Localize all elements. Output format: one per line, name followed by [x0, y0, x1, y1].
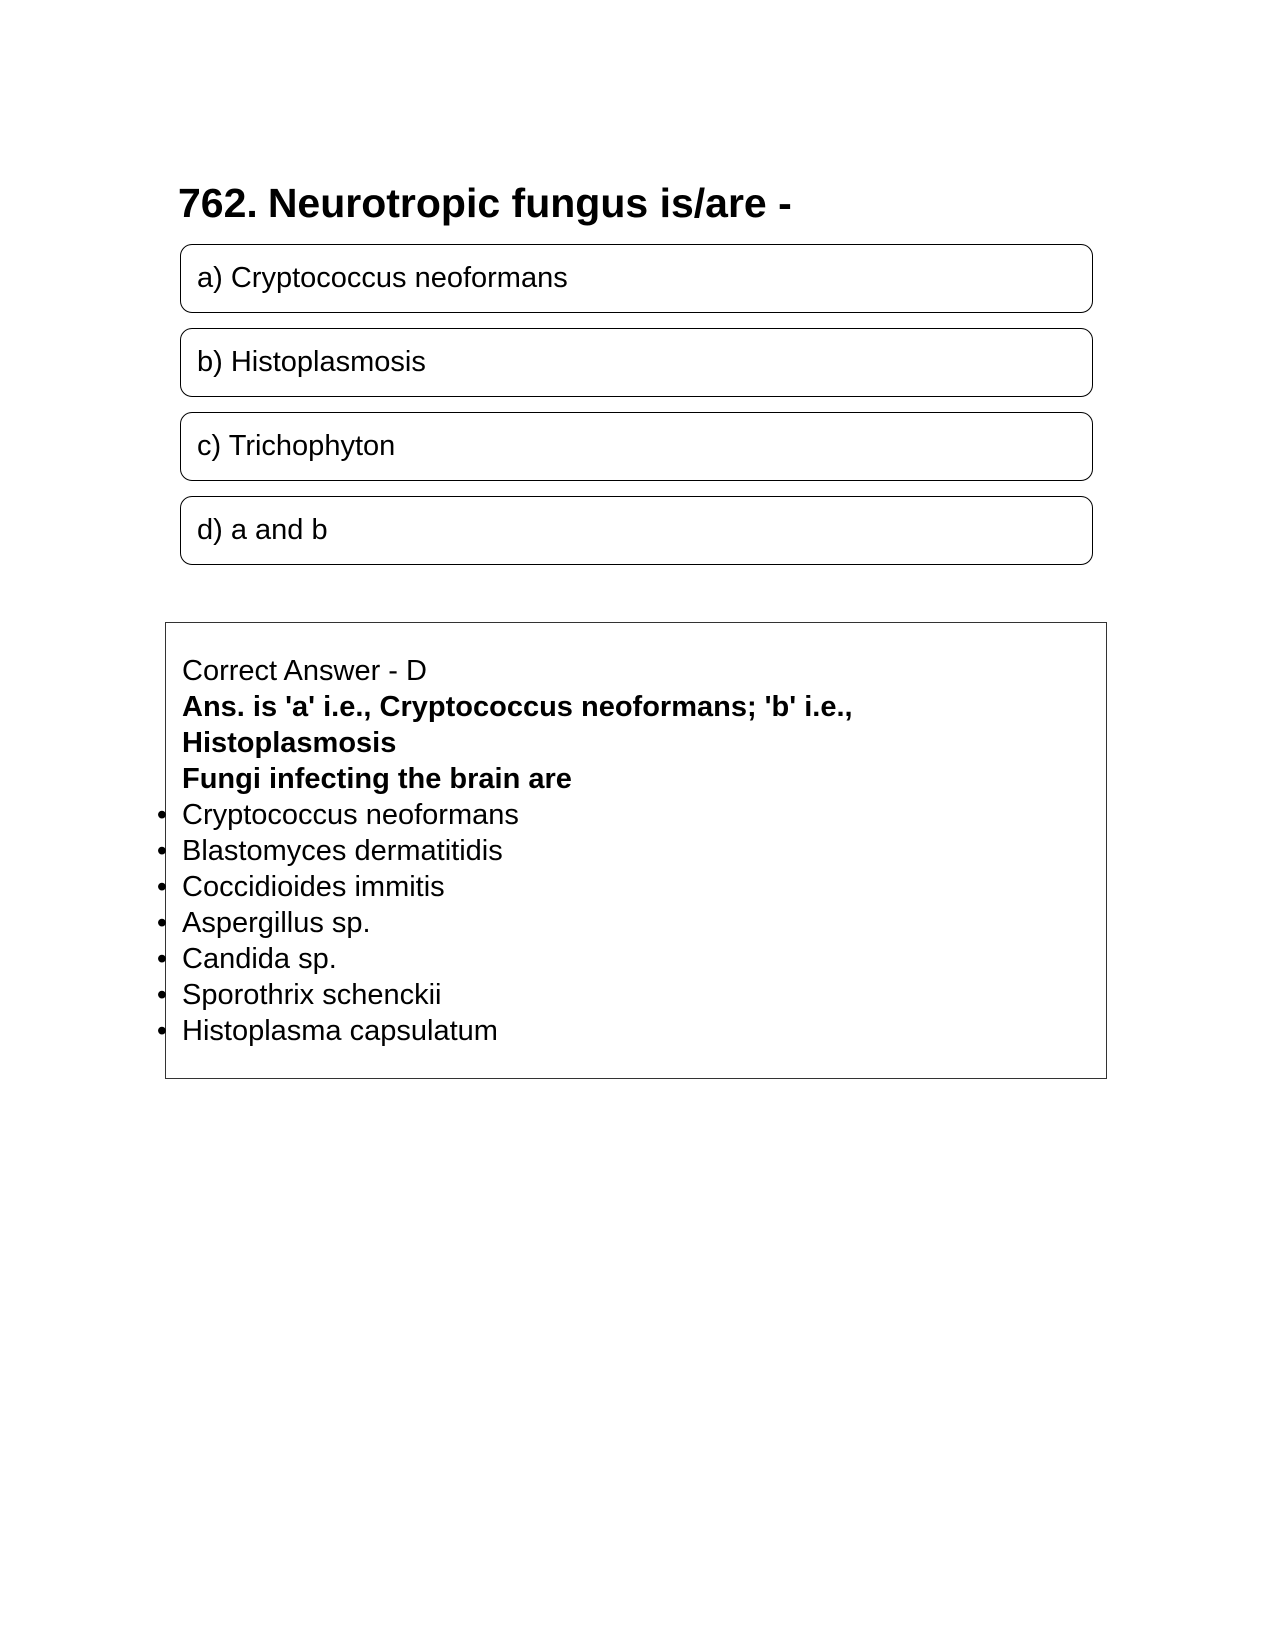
list-item	[156, 1013, 1090, 1049]
list-item	[156, 869, 1090, 905]
explanation-line-2: Histoplasmosis	[182, 727, 397, 759]
list-item-text: Histoplasma capsulatum	[182, 1015, 498, 1047]
list-item	[156, 905, 1090, 941]
answer-box	[156, 622, 1107, 1079]
options-list	[180, 244, 1093, 580]
list-item	[156, 833, 1090, 869]
question-number: 762.	[178, 180, 258, 226]
explanation-line-1: Ans. is 'a' i.e., Cryptococcus neoformans; 'b' i.e.,	[182, 691, 853, 723]
option-a[interactable]: a) Cryptococcus neoformans	[180, 244, 1093, 313]
list-item-text: Aspergillus sp.	[182, 907, 371, 939]
option-c[interactable]: c) Trichophyton	[180, 412, 1093, 481]
list-item-text: Blastomyces dermatitidis	[182, 835, 503, 867]
list-heading: Fungi infecting the brain are	[182, 763, 572, 795]
list-item	[156, 941, 1090, 977]
bullet-icon: •	[156, 907, 168, 939]
bullet-icon: •	[156, 979, 168, 1011]
list-item	[156, 797, 1090, 833]
question-text: Neurotropic fungus is/are -	[267, 180, 792, 226]
bullet-icon: •	[156, 1015, 168, 1047]
list-item-text: Coccidioides immitis	[182, 871, 445, 903]
option-d[interactable]: d) a and b	[180, 496, 1093, 565]
bullet-icon: •	[156, 835, 168, 867]
correct-answer: Correct Answer - D	[182, 655, 427, 687]
bullet-icon: •	[156, 943, 168, 975]
bullet-icon: •	[156, 799, 168, 831]
question-title	[178, 178, 792, 228]
fungi-list	[156, 797, 1090, 1049]
list-item-text: Sporothrix schenckii	[182, 979, 442, 1011]
option-b[interactable]: b) Histoplasmosis	[180, 328, 1093, 397]
list-item-text: Candida sp.	[182, 943, 337, 975]
list-item-text: Cryptococcus neoformans	[182, 799, 519, 831]
bullet-icon: •	[156, 871, 168, 903]
list-item	[156, 977, 1090, 1013]
